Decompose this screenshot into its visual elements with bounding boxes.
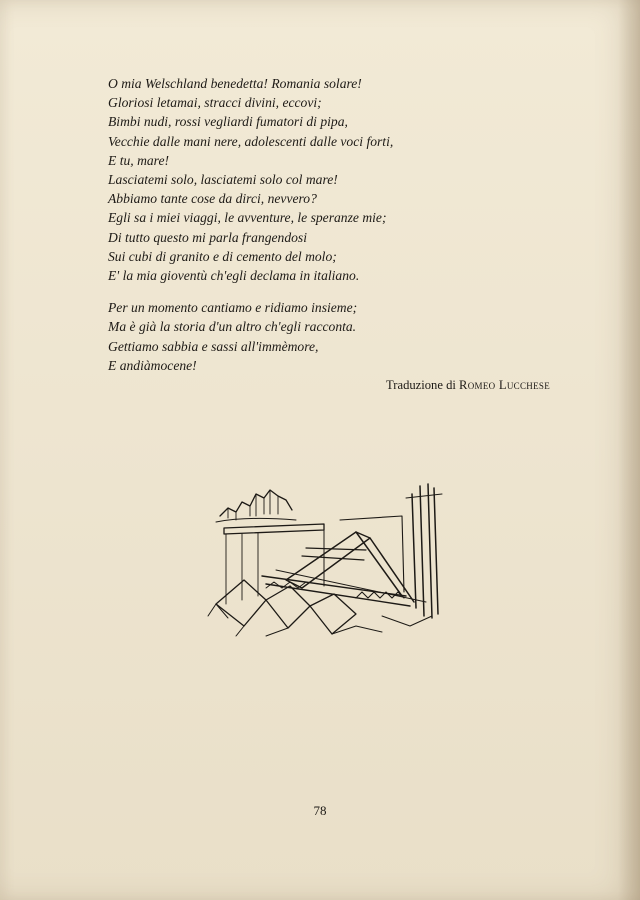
poem-line: O mia Welschland benedetta! Romania solare!	[108, 76, 362, 91]
poem-line: E tu, mare!	[108, 152, 170, 168]
poem-line: Sui cubi di granito e di cemento del molo;	[108, 248, 337, 264]
poem-line: Lasciatemi solo, lasciatemi solo col mare!	[108, 172, 338, 188]
stanza-2	[108, 298, 528, 375]
translation-credit	[386, 378, 550, 393]
poem-line: Di tutto questo mi parla frangendosi	[108, 229, 308, 245]
poem-line: Ma è già la storia d'un altro ch'egli racconta.	[108, 319, 357, 335]
poem-line: Egli sa i miei viaggi, le avventure, le speranze mie;	[108, 210, 387, 226]
stanza-1	[108, 74, 528, 285]
poem-line: Gloriosi letamai, stracci divini, eccovi;	[108, 95, 322, 111]
translator-name: Romeo Lucchese	[459, 378, 550, 392]
poem-line: Abbiamo tante cose da dirci, nevvero?	[108, 191, 317, 207]
poem-line: Per un momento cantiamo e ridiamo insieme;	[108, 300, 358, 316]
deck-chair-sketch-icon	[206, 476, 458, 642]
poem	[108, 74, 528, 388]
poem-line: Gettiamo sabbia e sassi all'immèmore,	[108, 338, 319, 354]
poem-line: Bimbi nudi, rossi vegliardi fumatori di pipa,	[108, 114, 348, 130]
page-number: 78	[313, 803, 327, 818]
poem-line: E' la mia gioventù ch'egli declama in italiano.	[108, 268, 360, 284]
page-spine-shadow	[618, 0, 640, 900]
credit-prefix: Traduzione di	[386, 378, 456, 392]
poem-line: E andiàmocene!	[108, 357, 197, 373]
poem-line: Vecchie dalle mani nere, adolescenti dalle voci forti,	[108, 133, 394, 149]
